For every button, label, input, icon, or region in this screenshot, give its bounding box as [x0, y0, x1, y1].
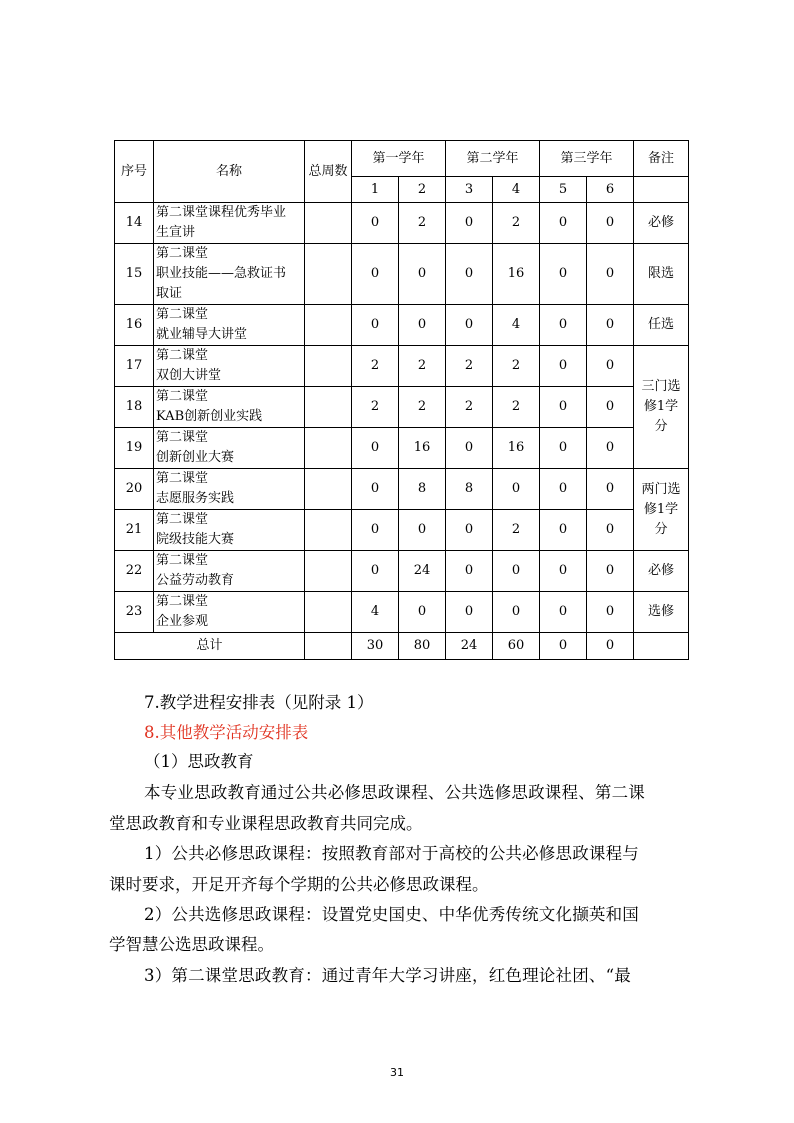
table-total-row [115, 633, 689, 660]
name-line: 志愿服务实践 [156, 491, 235, 506]
header-year-3: 第三学年 [540, 141, 634, 177]
cell-seq: 23 [115, 592, 154, 633]
cell-term: 0 [352, 428, 399, 469]
total-term: 80 [399, 633, 446, 660]
cell-seq: 15 [115, 244, 154, 305]
table-row [115, 469, 689, 510]
name-line: 第二课堂 [156, 246, 209, 261]
header-term-4: 4 [493, 177, 540, 203]
header-term-3: 3 [446, 177, 493, 203]
cell-seq: 18 [115, 387, 154, 428]
paragraph-line: 3）第二课堂思政教育：通过青年大学习讲座，红色理论社团、“最 [144, 966, 631, 985]
cell-term: 0 [587, 305, 634, 346]
cell-term: 0 [540, 469, 587, 510]
total-term: 30 [352, 633, 399, 660]
cell-term: 0 [352, 203, 399, 244]
remark-line: 三门选 [641, 379, 681, 394]
cell-term: 0 [446, 203, 493, 244]
cell-term: 0 [587, 510, 634, 551]
cell-term: 16 [493, 428, 540, 469]
table-row [115, 305, 689, 346]
cell-name [154, 346, 305, 387]
name-line: 取证 [156, 286, 183, 301]
cell-term: 8 [446, 469, 493, 510]
cell-term: 2 [352, 387, 399, 428]
cell-remark-merged [634, 346, 689, 469]
cell-weeks [305, 428, 352, 469]
total-term: 60 [493, 633, 540, 660]
cell-weeks [305, 551, 352, 592]
cell-weeks [305, 244, 352, 305]
cell-term: 0 [352, 244, 399, 305]
cell-term: 0 [446, 510, 493, 551]
cell-remark: 必修 [634, 551, 689, 592]
cell-term: 0 [493, 469, 540, 510]
cell-remark: 限选 [634, 244, 689, 305]
header-year-2: 第二学年 [446, 141, 540, 177]
cell-term: 8 [399, 469, 446, 510]
cell-term: 16 [493, 244, 540, 305]
total-term: 24 [446, 633, 493, 660]
name-line: 第二课堂 [156, 307, 209, 322]
cell-term: 0 [540, 346, 587, 387]
header-remark: 备注 [634, 141, 689, 177]
total-term: 0 [587, 633, 634, 660]
cell-term: 0 [587, 551, 634, 592]
cell-seq: 17 [115, 346, 154, 387]
header-term-2: 2 [399, 177, 446, 203]
paragraph-line: 学智慧公选思政课程。 [109, 935, 274, 954]
cell-term: 0 [399, 244, 446, 305]
cell-name [154, 244, 305, 305]
name-line: 生宣讲 [156, 225, 196, 240]
cell-term: 0 [493, 551, 540, 592]
cell-seq: 20 [115, 469, 154, 510]
table-row [115, 510, 689, 551]
cell-term: 0 [493, 592, 540, 633]
cell-term: 2 [399, 387, 446, 428]
cell-term: 2 [493, 387, 540, 428]
cell-term: 0 [540, 592, 587, 633]
cell-term: 0 [399, 510, 446, 551]
name-line: 企业参观 [156, 614, 209, 629]
heading-7: 7.教学进程安排表（见附录 1） [144, 693, 374, 712]
header-term-1: 1 [352, 177, 399, 203]
page-number: 31 [390, 1066, 404, 1079]
table-row [115, 346, 689, 387]
paragraph-line: 课时要求，开足开齐每个学期的公共必修思政课程。 [109, 875, 489, 894]
name-line: 第二课堂 [156, 389, 209, 404]
cell-term: 2 [446, 387, 493, 428]
cell-term: 4 [352, 592, 399, 633]
activity-schedule-table [114, 140, 689, 660]
cell-term: 0 [446, 244, 493, 305]
cell-term: 2 [493, 510, 540, 551]
table-header-row [115, 141, 689, 177]
remark-line: 修1学 [643, 501, 679, 517]
name-line: 第二课堂 [156, 430, 209, 445]
name-line: 职业技能——急救证书 [156, 266, 287, 281]
name-line: 公益劳动教育 [156, 573, 235, 588]
paragraph-line: 2）公共选修思政课程：设置党史国史、中华优秀传统文化撷英和国 [144, 905, 639, 924]
cell-term: 0 [352, 305, 399, 346]
paragraph-line: 堂思政教育和专业课程思政教育共同完成。 [109, 814, 423, 833]
name-line: 第二课堂 [156, 594, 209, 609]
remark-line: 分 [654, 419, 668, 434]
cell-term: 0 [587, 428, 634, 469]
cell-term: 0 [540, 203, 587, 244]
cell-term: 2 [493, 203, 540, 244]
name-line: 第二课堂 [156, 512, 209, 527]
cell-term: 0 [587, 244, 634, 305]
cell-name [154, 469, 305, 510]
cell-term: 0 [540, 510, 587, 551]
cell-seq: 21 [115, 510, 154, 551]
name-line: 第二课堂 [156, 471, 209, 486]
header-name: 名称 [154, 141, 305, 203]
cell-name [154, 387, 305, 428]
name-line: 院级技能大赛 [156, 532, 235, 547]
cell-name [154, 551, 305, 592]
cell-seq: 19 [115, 428, 154, 469]
cell-weeks [305, 305, 352, 346]
cell-term: 0 [540, 428, 587, 469]
total-label: 总计 [115, 633, 305, 660]
cell-term: 0 [540, 387, 587, 428]
cell-seq: 14 [115, 203, 154, 244]
cell-weeks [305, 469, 352, 510]
cell-term: 0 [587, 346, 634, 387]
cell-term: 0 [399, 305, 446, 346]
cell-term: 0 [352, 469, 399, 510]
heading-8: 8.其他教学活动安排表 [144, 723, 309, 742]
cell-weeks [305, 346, 352, 387]
cell-remark: 必修 [634, 203, 689, 244]
total-weeks [305, 633, 352, 660]
remark-line: 两门选 [641, 481, 681, 497]
name-line: 双创大讲堂 [156, 368, 222, 383]
cell-weeks [305, 203, 352, 244]
cell-term: 0 [446, 592, 493, 633]
name-line: 第二课堂 [156, 553, 209, 568]
cell-remark: 选修 [634, 592, 689, 633]
table-row [115, 203, 689, 244]
cell-remark: 任选 [634, 305, 689, 346]
cell-name [154, 592, 305, 633]
header-year-1: 第一学年 [352, 141, 446, 177]
remark-line: 分 [654, 521, 668, 537]
cell-weeks [305, 387, 352, 428]
cell-term: 0 [540, 551, 587, 592]
cell-seq: 22 [115, 551, 154, 592]
cell-term: 0 [540, 244, 587, 305]
header-term-6: 6 [587, 177, 634, 203]
header-remark-blank [634, 177, 689, 203]
cell-term: 0 [587, 203, 634, 244]
cell-name [154, 305, 305, 346]
table-row [115, 551, 689, 592]
cell-term: 2 [352, 346, 399, 387]
header-total-weeks: 总周数 [305, 141, 352, 203]
cell-remark-merged [634, 469, 689, 551]
cell-term: 0 [352, 551, 399, 592]
cell-term: 24 [399, 551, 446, 592]
name-line: 就业辅导大讲堂 [156, 327, 248, 342]
header-seq: 序号 [115, 141, 154, 203]
total-term: 0 [540, 633, 587, 660]
name-line: KAB创新创业实践 [156, 409, 263, 424]
cell-term: 0 [587, 387, 634, 428]
cell-term: 2 [493, 346, 540, 387]
cell-term: 2 [399, 203, 446, 244]
cell-term: 2 [399, 346, 446, 387]
cell-term: 0 [587, 592, 634, 633]
cell-term: 0 [446, 551, 493, 592]
paragraph-line: 本专业思政教育通过公共必修思政课程、公共选修思政课程、第二课 [144, 783, 645, 802]
table-row [115, 387, 689, 428]
paragraph-line: 1）公共必修思政课程：按照教育部对于高校的公共必修思政课程与 [144, 844, 639, 863]
table-row [115, 592, 689, 633]
cell-term: 2 [446, 346, 493, 387]
cell-name [154, 203, 305, 244]
cell-term: 0 [399, 592, 446, 633]
cell-weeks [305, 510, 352, 551]
name-line: 第二课堂课程优秀毕业 [156, 205, 287, 220]
total-remark [634, 633, 689, 660]
subheading-1: （1）思政教育 [144, 752, 254, 771]
header-term-5: 5 [540, 177, 587, 203]
cell-term: 0 [540, 305, 587, 346]
cell-term: 4 [493, 305, 540, 346]
cell-name [154, 428, 305, 469]
cell-name [154, 510, 305, 551]
table-row [115, 244, 689, 305]
remark-line: 修1学 [643, 399, 679, 414]
name-line: 创新创业大赛 [156, 450, 235, 465]
cell-term: 0 [446, 305, 493, 346]
cell-seq: 16 [115, 305, 154, 346]
cell-term: 16 [399, 428, 446, 469]
cell-term: 0 [352, 510, 399, 551]
cell-weeks [305, 592, 352, 633]
cell-term: 0 [446, 428, 493, 469]
cell-term: 0 [587, 469, 634, 510]
table-row [115, 428, 689, 469]
name-line: 第二课堂 [156, 348, 209, 363]
